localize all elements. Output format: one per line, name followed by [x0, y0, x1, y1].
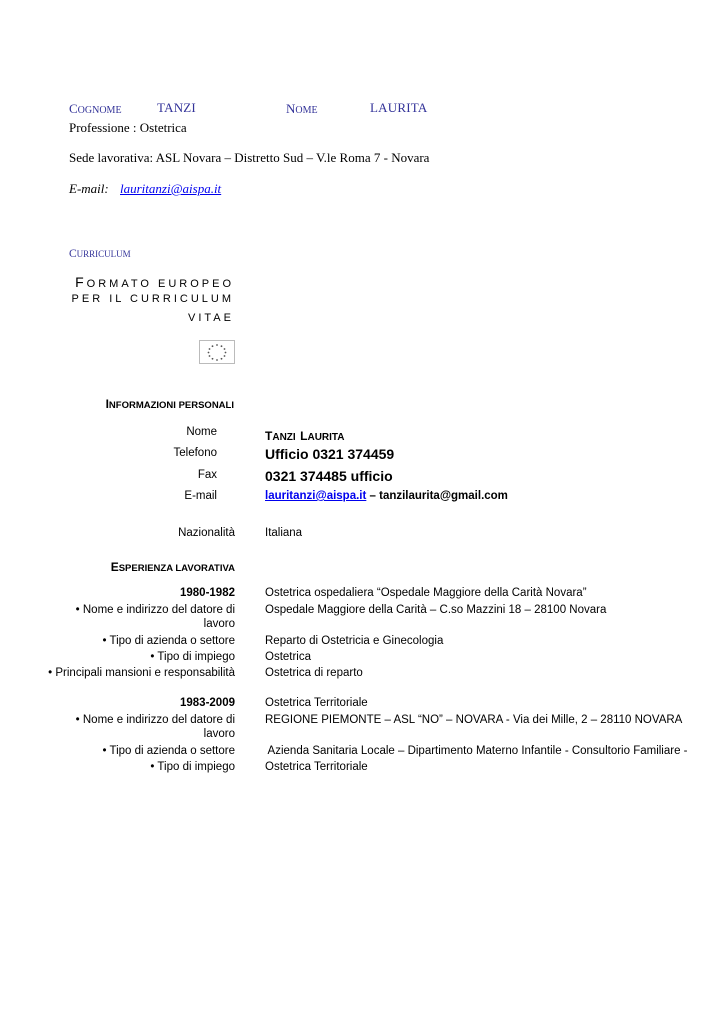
- formato-line-1: FORMATO EUROPEO: [75, 274, 234, 290]
- personal-nome-label: Nome: [186, 426, 217, 438]
- job-employer-label-cont: lavoro: [203, 728, 235, 740]
- personal-nazionalita-label: Nazionalità: [178, 527, 235, 539]
- job-azienda-label: • Tipo di azienda o settore: [102, 745, 235, 757]
- job-period: 1983-2009: [180, 697, 235, 709]
- job-mansioni-value: Ostetrica di reparto: [265, 667, 363, 679]
- job-impiego-value: Ostetrica: [265, 651, 312, 663]
- personal-email-link[interactable]: lauritanzi@aispa.it: [265, 490, 367, 502]
- experience-section-heading: ESPERIENZA LAVORATIVA: [110, 560, 235, 574]
- header-email-link[interactable]: lauritanzi@aispa.it: [120, 181, 222, 196]
- job-employer-value: Ospedale Maggiore della Carità – C.so Mazzini 18 – 28100 Novara: [265, 604, 607, 616]
- personal-fax-label: Fax: [197, 469, 217, 481]
- job-title: Ostetrica ospedaliera “Ospedale Maggiore della Carità Novara”: [265, 587, 587, 599]
- profession-line: Professione : Ostetrica: [69, 120, 187, 135]
- formato-line-3: VITAE: [188, 312, 234, 324]
- personal-telefono-label: Telefono: [173, 447, 217, 459]
- nome-value: LAURITA: [370, 100, 428, 115]
- job-employer-label: • Nome e indirizzo del datore di: [75, 604, 235, 616]
- personal-nazionalita-value: Italiana: [265, 527, 303, 539]
- job-period: 1980-1982: [180, 587, 235, 599]
- job-impiego-label: • Tipo di impiego: [150, 651, 235, 663]
- job-employer-value: REGIONE PIEMONTE – ASL “NO” – NOVARA - Via dei Mille, 2 – 28110 NOVARA: [265, 714, 683, 726]
- job-mansioni-label: • Principali mansioni e responsabilità: [48, 667, 235, 679]
- sede-line: Sede lavorativa: ASL Novara – Distretto Sud – V.le Roma 7 - Novara: [69, 150, 430, 165]
- job-employer-label: • Nome e indirizzo del datore di: [75, 714, 235, 726]
- personal-fax-value: 0321 374485 ufficio: [265, 468, 393, 484]
- job-impiego-value: Ostetrica Territoriale: [265, 761, 368, 773]
- personal-email-label: E-mail: [184, 490, 217, 502]
- formato-line-2: PER IL CURRICULUM: [71, 293, 234, 305]
- personal-email-value: lauritanzi@aispa.it – tanzilaurita@gmail.com: [265, 490, 508, 502]
- job-azienda-value: Reparto di Ostetricia e Ginecologia: [265, 635, 444, 647]
- personal-nome-value: TANZI LAURITA: [265, 429, 345, 443]
- job-azienda-label: • Tipo di azienda o settore: [102, 635, 235, 647]
- job-title: Ostetrica Territoriale: [265, 697, 368, 709]
- job-impiego-label: • Tipo di impiego: [150, 761, 235, 773]
- eu-flag-icon: [199, 340, 235, 364]
- cognome-label: COGNOME: [69, 101, 122, 116]
- personal-telefono-value: Ufficio 0321 374459: [265, 446, 395, 462]
- nome-label: NOME: [286, 101, 318, 116]
- personal-section-heading: INFORMAZIONI PERSONALI: [105, 397, 234, 411]
- curriculum-heading: CURRICULUM: [69, 248, 131, 260]
- job-azienda-value: Azienda Sanitaria Locale – Dipartimento Materno Infantile - Consultorio Familiare -: [265, 745, 688, 757]
- cognome-value: TANZI: [157, 100, 196, 115]
- job-employer-label-cont: lavoro: [203, 618, 235, 630]
- header-email-label: E-mail:: [69, 181, 109, 196]
